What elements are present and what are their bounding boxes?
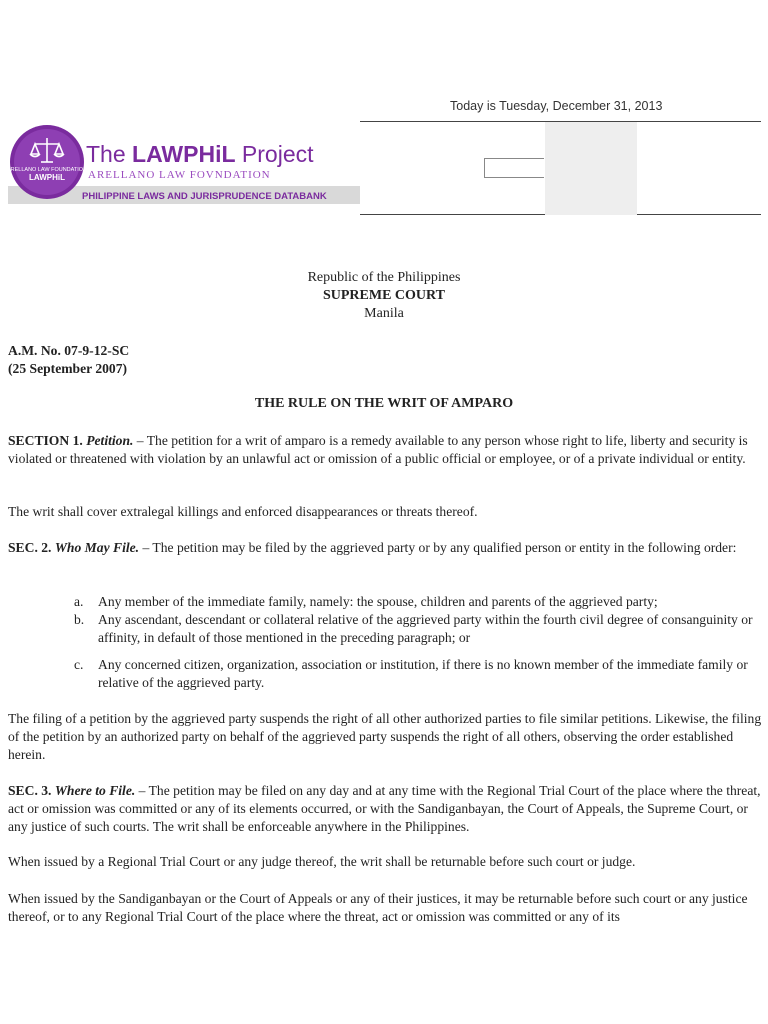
search-input[interactable]: [484, 158, 544, 178]
date-line: Today is Tuesday, December 31, 2013: [450, 99, 663, 113]
list-marker: b.: [74, 612, 85, 627]
lawphil-logo[interactable]: [8, 122, 360, 204]
section-2: SEC. 2. Who May File. – The petition may be filed by the aggrieved party or by any qualified person or entity in the following order:: [8, 540, 737, 555]
section-3: SEC. 3. Where to File. – The petition may be filed on any day and at any time with the Regional Trial Court of the place where the threat, act or omission was committed or any of its elements occurred, or with the Sandiganbayan, the Court of Appeals, the Supreme Court, or any justice of such courts. The writ shall be enforceable anywhere in the Philippines.: [8, 783, 761, 835]
paragraph-rtc: When issued by a Regional Trial Court or any judge thereof, the writ shall be returnable before such court or judge.: [8, 854, 636, 869]
paragraph-cover: The writ shall cover extralegal killings and enforced disappearances or threats thereof.: [8, 504, 478, 519]
paragraph-sandiganbayan: When issued by the Sandiganbayan or the Court of Appeals or any of their justices, it may be returnable before such court or any justice thereof, or to any Regional Trial Court of the place where the threat, act or omission was committed or any of its: [8, 891, 748, 925]
case-number: A.M. No. 07-9-12-SC: [8, 343, 130, 358]
document-title: THE RULE ON THE WRIT OF AMPARO: [254, 396, 514, 411]
svg-text:The LAWPHiL Project: The LAWPHiL Project: [86, 141, 314, 167]
header-gray-panel: [545, 122, 637, 215]
list-item: [74, 656, 763, 692]
list-marker: c.: [74, 657, 84, 672]
section-1: SECTION 1. Petition. – The petition for a writ of amparo is a remedy available to any person whose right to life, liberty and security is violated or threatened with violation by an unlawful act or omission of a public official or employee, or of a private individual or entity.: [8, 433, 748, 467]
svg-text:ARELLANO LAW FOVNDATION: ARELLANO LAW FOVNDATION: [88, 169, 271, 181]
list-text: Any member of the immediate family, namely: the spouse, children and parents of the aggrieved party;: [98, 594, 658, 609]
list-marker: a.: [74, 594, 84, 609]
case-date: (25 September 2007): [8, 361, 128, 376]
republic-line: Republic of the Philippines: [307, 270, 461, 285]
svg-text:LAWPHiL: LAWPHiL: [29, 173, 65, 182]
court-city: Manila: [364, 306, 404, 321]
list-text: Any ascendant, descendant or collateral relative of the aggrieved party within the fourth civil degree of consanguinity or affinity, in default of those mentioned in the preceding paragraph; or: [98, 612, 753, 646]
lawphil-logo-graphic: [8, 122, 360, 204]
list-item: [74, 593, 763, 611]
list-item: [74, 611, 763, 647]
court-name: SUPREME COURT: [322, 288, 445, 303]
paragraph-filing: The filing of a petition by the aggrieved party suspends the right of all other authorized parties to file similar petitions. Likewise, the filing of the petition by an authorized party on behalf of the aggrieved party suspends the right of all others, observing the order established herein.: [8, 711, 762, 763]
svg-text:ARELLANO LAW FOUNDATION: ARELLANO LAW FOUNDATION: [8, 167, 88, 173]
list-text: Any concerned citizen, organization, association or institution, if there is no known member of the immediate family or relative of the aggrieved party.: [98, 657, 748, 691]
svg-text:PHILIPPINE LAWS AND JURISPRUDE: PHILIPPINE LAWS AND JURISPRUDENCE DATABANK: [82, 191, 327, 202]
